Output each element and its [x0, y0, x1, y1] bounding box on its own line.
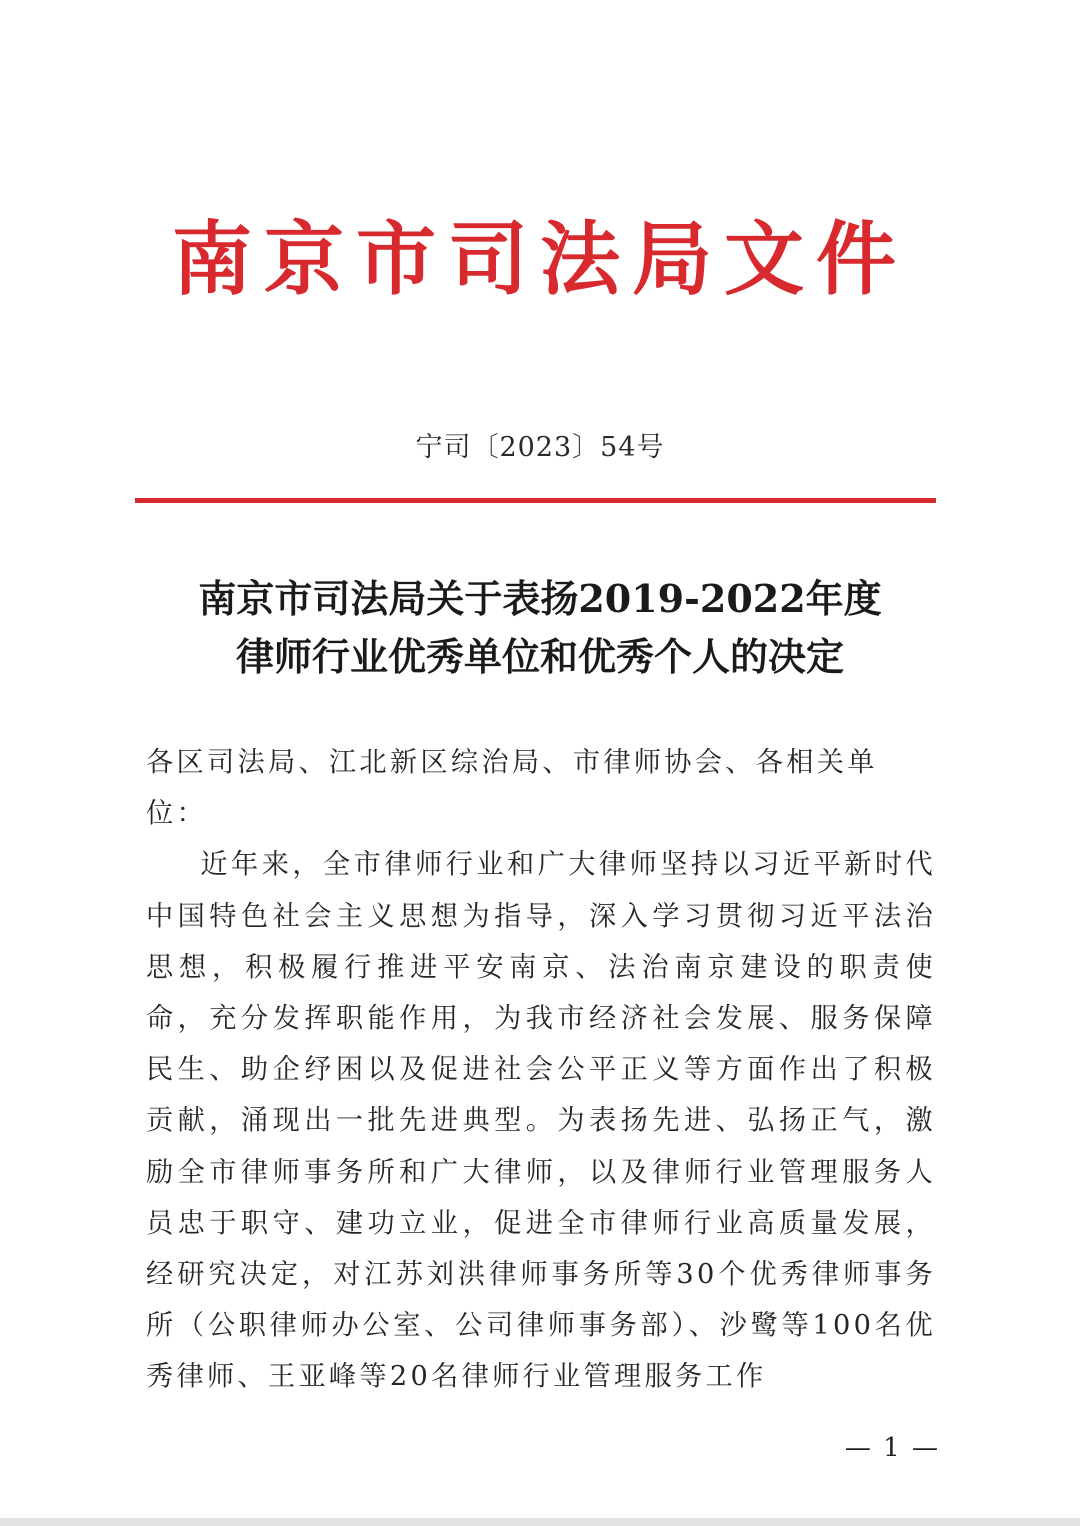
document-title-line2: 律师行业优秀单位和优秀个人的决定 [235, 634, 844, 679]
document-header-title: 南京市司法局文件 [172, 213, 908, 306]
page-bottom-edge [0, 1518, 1080, 1526]
red-divider-line [135, 498, 936, 503]
document-body [146, 737, 936, 1403]
page-number: — 1 — [844, 1433, 940, 1463]
body-paragraph: 近年来，全市律师行业和广大律师坚持以习近平新时代中国特色社会主义思想为指导，深入学习贯彻习近平法治思想，积极履行推进平安南京、法治南京建设的职责使命，充分发挥职能作用，为我市经济社会发展、服务保障民生、助企纾困以及促进社会公平正义等方面作出了积极贡献，涌现出一批先进典型。为表扬先进、弘扬正气，激励全市律师事务所和广大律师，以及律师行业管理服务人员忠于职守、建功立业，促进全市律师行业高质量发展，经研究决定，对江苏刘洪律师事务所等30个优秀律师事务所（公职律师办公室、公司律师事务部）、沙鹭等100名优秀律师、王亚峰等20名律师行业管理服务工作 [146, 849, 936, 1393]
document-title [0, 570, 1080, 686]
document-title-line1: 南京市司法局关于表扬2019-2022年度 [198, 576, 882, 621]
addressee-line: 各区司法局、江北新区综治局、市律师协会、各相关单位： [146, 747, 878, 830]
document-number: 宁司〔2023〕54号 [415, 432, 665, 463]
